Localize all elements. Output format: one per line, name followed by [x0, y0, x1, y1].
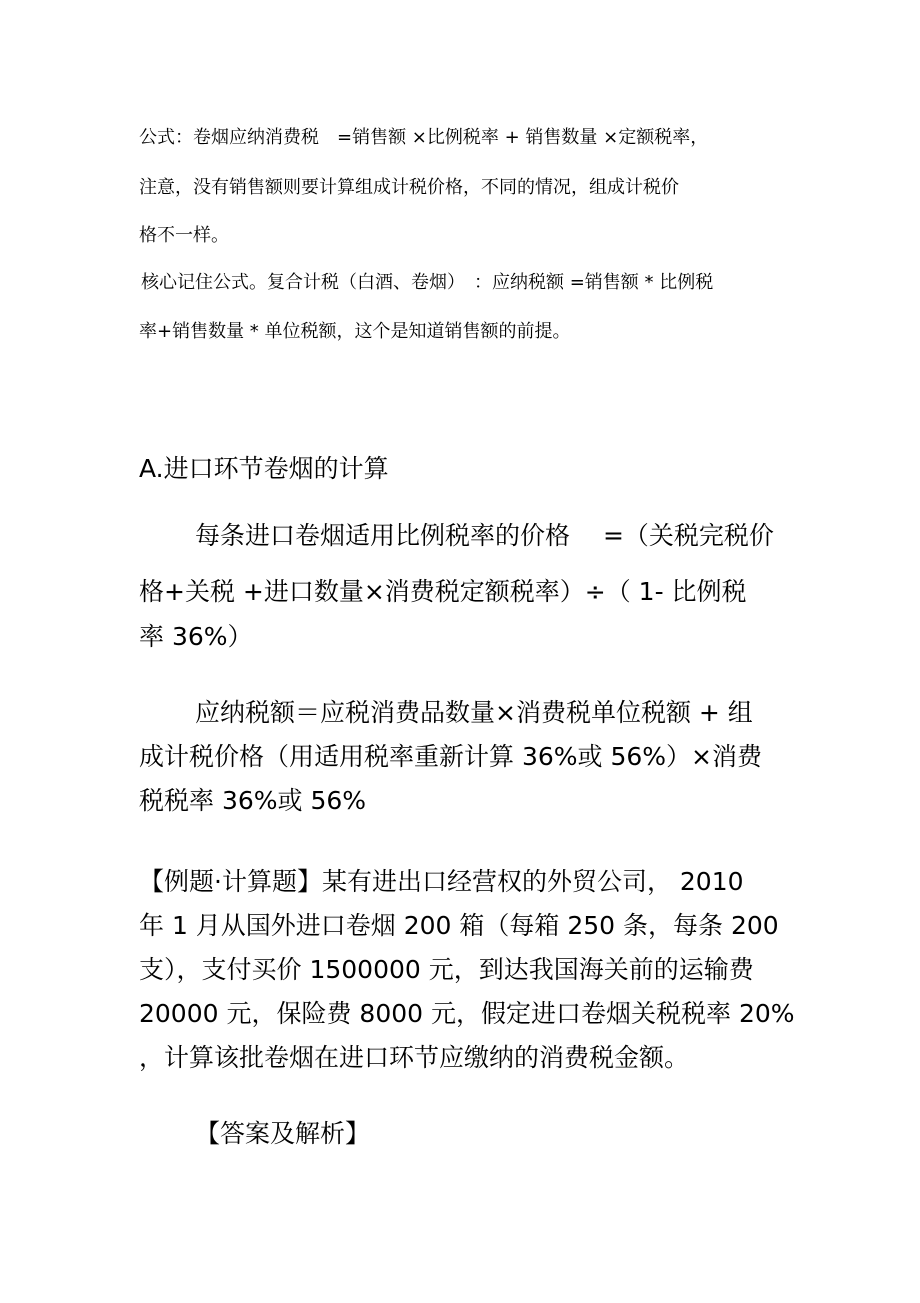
formula2-line-1: 应纳税额＝应税消费品数量×消费税单位税额 + 组	[195, 698, 753, 727]
example-line-2: 年 1 月从国外进口卷烟 200 箱（每箱 250 条，每条 200	[139, 911, 779, 940]
answer-heading: 【答案及解析】	[195, 1119, 371, 1148]
section-heading: A.进口环节卷烟的计算	[139, 454, 389, 483]
example-line-3: 支），支付买价 1500000 元，到达我国海关前的运输费	[139, 955, 754, 984]
example-line-1: 【例题·计算题】某有进出口经营权的外贸公司， 2010	[139, 867, 744, 896]
intro-line-5: 率+销售数量 * 单位税额，这个是知道销售额的前提。	[139, 321, 571, 342]
intro-line-4: 核心记住公式。复合计税（白酒、卷烟） ：应纳税额 =销售额 * 比例税	[141, 272, 714, 293]
formula2-line-3: 税税率 36%或 56%	[139, 786, 367, 815]
formula1-line-3: 率 36%）	[139, 622, 253, 651]
formula2-line-2: 成计税价格（用适用税率重新计算 36%或 56%）×消费	[139, 742, 762, 771]
formula1-line-2: 格+关税 +进口数量×消费税定额税率）÷（ 1- 比例税	[139, 577, 747, 606]
intro-line-2: 注意，没有销售额则要计算组成计税价格，不同的情况，组成计税价	[139, 177, 679, 198]
example-line-4: 20000 元，保险费 8000 元，假定进口卷烟关税税率 20%	[139, 999, 795, 1028]
intro-line-1: 公式：卷烟应纳消费税 =销售额 ×比例税率 + 销售数量 ×定额税率，	[139, 127, 709, 148]
formula1-line-1: 每条进口卷烟适用比例税率的价格 =（关税完税价	[195, 521, 774, 550]
example-line-5: ，计算该批卷烟在进口环节应缴纳的消费税金额。	[139, 1043, 690, 1072]
intro-line-3: 格不一样。	[139, 225, 229, 246]
